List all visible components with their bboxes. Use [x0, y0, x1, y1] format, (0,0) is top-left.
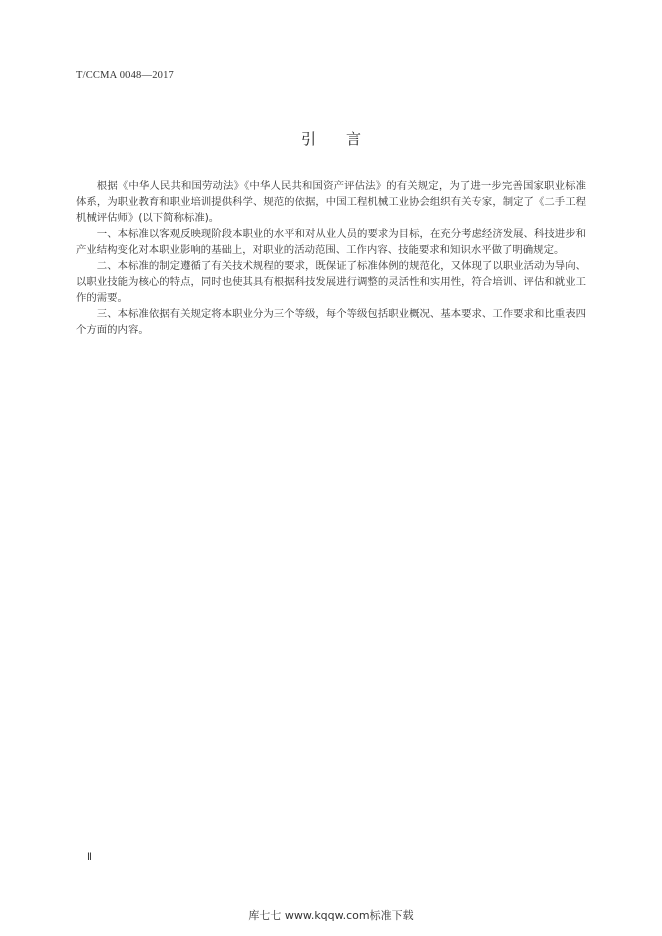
footer-watermark: 库七七 www.kqqw.com标准下载	[248, 909, 414, 922]
introduction-body	[76, 178, 586, 338]
standard-code: T/CCMA 0048—2017	[76, 70, 175, 81]
paragraph-one: 一、本标准以客观反映现阶段本职业的水平和对从业人员的要求为目标，在充分考虑经济发展、科技进步和产业结构变化对本职业影响的基础上，对职业的活动范围、工作内容、技能要求和知识水平做了明确规定。	[76, 228, 586, 256]
paragraph-two: 二、本标准的制定遵循了有关技术规程的要求，既保证了标准体例的规范化，又体现了以职业活动为导向、以职业技能为核心的特点，同时也使其具有根据科技发展进行调整的灵活性和实用性，符合培训、评估和就业工作的需要。	[76, 260, 586, 304]
page-number: Ⅱ	[87, 852, 92, 863]
paragraph-intro: 根据《中华人民共和国劳动法》《中华人民共和国资产评估法》的有关规定，为了进一步完善国家职业标准体系，为职业教育和职业培训提供科学、规范的依据，中国工程机械工业协会组织有关专家，制定了《二手工程机械评估师》(以下简称标准)。	[76, 180, 586, 224]
paragraph-three: 三、本标准依据有关规定将本职业分为三个等级，每个等级包括职业概况、基本要求、工作要求和比重表四个方面的内容。	[76, 308, 586, 336]
section-title: 引言	[300, 130, 391, 148]
